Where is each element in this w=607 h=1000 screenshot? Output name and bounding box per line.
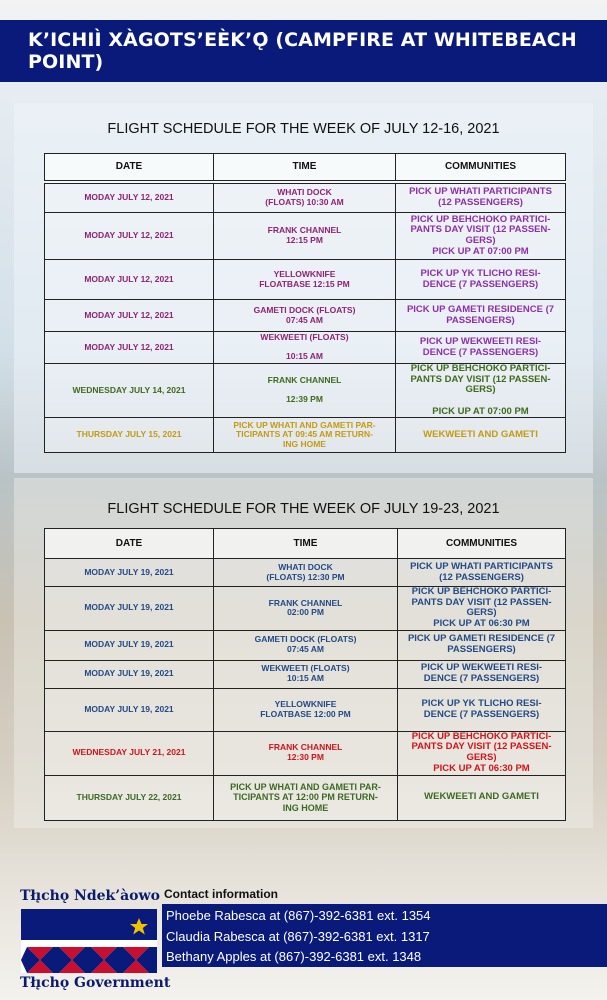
table-row: [45, 630, 566, 660]
time-cell: WEKWEETI (FLOATS) 10:15 AM: [214, 660, 398, 688]
table-row: [45, 300, 566, 332]
table-row: [45, 182, 566, 213]
contact-line: Claudia Rabesca at (867)-392-6381 ext. 1317: [166, 928, 430, 944]
table-row: [45, 418, 566, 453]
communities-cell: PICK UP YK TLICHO RESI- DENCE (7 PASSENGERS): [398, 688, 566, 731]
communities-cell: PICK UP GAMETI RESIDENCE (7 PASSENGERS): [396, 300, 566, 332]
communities-cell: PICK UP BEHCHOKO PARTICI- PANTS DAY VISIT (12 PASSEN- GERS) PICK UP AT 06:30 PM: [398, 587, 566, 631]
time-cell: FRANK CHANNEL 12:15 PM: [214, 213, 396, 260]
contact-label: Contact information: [164, 887, 278, 901]
time-cell: WHATI DOCK (FLOATS) 10:30 AM: [214, 182, 396, 213]
table-row: [45, 775, 566, 820]
communities-cell: PICK UP BEHCHOKO PARTICI- PANTS DAY VISIT (12 PASSEN- GERS) PICK UP AT 07:00 PM: [396, 364, 566, 418]
communities-cell: PICK UP WHATI PARTICIPANTS (12 PASSENGERS): [396, 182, 566, 213]
contact-box: [162, 904, 607, 967]
time-cell: GAMETI DOCK (FLOATS) 07:45 AM: [214, 630, 398, 660]
page-title: K’ICHIÌ XÀGOTS’EÈK’Ǫ̀ (CAMPFIRE AT WHITEBEACH POINT): [28, 29, 577, 73]
date-cell: MODAY JULY 12, 2021: [45, 332, 214, 364]
time-cell: YELLOWKNIFE FLOATBASE 12:15 PM: [214, 260, 396, 300]
time-cell: PICK UP WHATI AND GAMETI PAR- TICIPANTS AT 12:00 PM RETURN- ING HOME: [214, 775, 398, 820]
table-row: [45, 332, 566, 364]
time-cell: WEKWEETI (FLOATS) 10:15 AM: [214, 332, 396, 364]
time-cell: WHATI DOCK (FLOATS) 12:30 PM: [214, 559, 398, 587]
date-cell: MODAY JULY 19, 2021: [45, 587, 214, 631]
time-cell: FRANK CHANNEL 12:39 PM: [214, 364, 396, 418]
time-cell: PICK UP WHATI AND GAMETI PAR- TICIPANTS AT 09:45 AM RETURN- ING HOME: [214, 418, 396, 453]
communities-cell: PICK UP YK TLICHO RESI- DENCE (7 PASSENGERS): [396, 260, 566, 300]
date-cell: MODAY JULY 12, 2021: [45, 300, 214, 332]
tlicho-flag-icon: [21, 909, 157, 973]
date-cell: THURSDAY JULY 15, 2021: [45, 418, 214, 453]
week1-title: FLIGHT SCHEDULE FOR THE WEEK OF JULY 12-16, 2021: [107, 121, 500, 137]
week2-title: FLIGHT SCHEDULE FOR THE WEEK OF JULY 19-23, 2021: [107, 501, 500, 517]
page-header: [0, 20, 607, 82]
logo-bottom-text: Tłı̨chǫ Government: [20, 975, 171, 991]
date-cell: MODAY JULY 12, 2021: [45, 182, 214, 213]
table-row: [45, 660, 566, 688]
time-cell: GAMETI DOCK (FLOATS) 07:45 AM: [214, 300, 396, 332]
column-header-time: TIME: [214, 154, 396, 182]
table-row: [45, 731, 566, 775]
table-row: [45, 688, 566, 731]
date-cell: MODAY JULY 19, 2021: [45, 630, 214, 660]
logo-top-text: Tłı̨chǫ Ndek’àowo: [20, 888, 160, 904]
communities-cell: PICK UP GAMETI RESIDENCE (7 PASSENGERS): [398, 630, 566, 660]
date-cell: MODAY JULY 19, 2021: [45, 559, 214, 587]
column-header-communities: COMMUNITIES: [398, 529, 566, 559]
column-header-date: DATE: [45, 529, 214, 559]
communities-cell: WEKWEETI AND GAMETI: [396, 418, 566, 453]
table-row: [45, 260, 566, 300]
communities-cell: PICK UP WEKWEETI RESI- DENCE (7 PASSENGERS): [398, 660, 566, 688]
table-header-row: [45, 154, 566, 182]
week1-table: [44, 153, 566, 453]
column-header-communities: COMMUNITIES: [396, 154, 566, 182]
time-cell: YELLOWKNIFE FLOATBASE 12:00 PM: [214, 688, 398, 731]
communities-cell: WEKWEETI AND GAMETI: [398, 775, 566, 820]
table-row: [45, 213, 566, 260]
table-row: [45, 587, 566, 631]
date-cell: MODAY JULY 19, 2021: [45, 660, 214, 688]
date-cell: MODAY JULY 19, 2021: [45, 688, 214, 731]
table-row: [45, 559, 566, 587]
table-row: [45, 364, 566, 418]
contact-line: Phoebe Rabesca at (867)-392-6381 ext. 1354: [166, 908, 431, 923]
date-cell: WEDNESDAY JULY 14, 2021: [45, 364, 214, 418]
communities-cell: PICK UP BEHCHOKO PARTICI- PANTS DAY VISIT (12 PASSEN- GERS) PICK UP AT 06:30 PM: [398, 731, 566, 775]
table-header-row: [45, 529, 566, 559]
tlicho-logo: [20, 888, 171, 994]
date-cell: MODAY JULY 12, 2021: [45, 260, 214, 300]
time-cell: FRANK CHANNEL 12:30 PM: [214, 731, 398, 775]
communities-cell: PICK UP WHATI PARTICIPANTS (12 PASSENGERS): [398, 559, 566, 587]
column-header-date: DATE: [45, 154, 214, 182]
date-cell: MODAY JULY 12, 2021: [45, 213, 214, 260]
contact-line: Bethany Apples at (867)-392-6381 ext. 1348: [166, 949, 422, 964]
week2-table: [44, 528, 566, 821]
time-cell: FRANK CHANNEL 02:00 PM: [214, 587, 398, 631]
date-cell: THURSDAY JULY 22, 2021: [45, 775, 214, 820]
date-cell: WEDNESDAY JULY 21, 2021: [45, 731, 214, 775]
communities-cell: PICK UP WEKWEETI RESI- DENCE (7 PASSENGERS): [396, 332, 566, 364]
column-header-time: TIME: [214, 529, 398, 559]
communities-cell: PICK UP BEHCHOKO PARTICI- PANTS DAY VISIT (12 PASSEN- GERS) PICK UP AT 07:00 PM: [396, 213, 566, 260]
